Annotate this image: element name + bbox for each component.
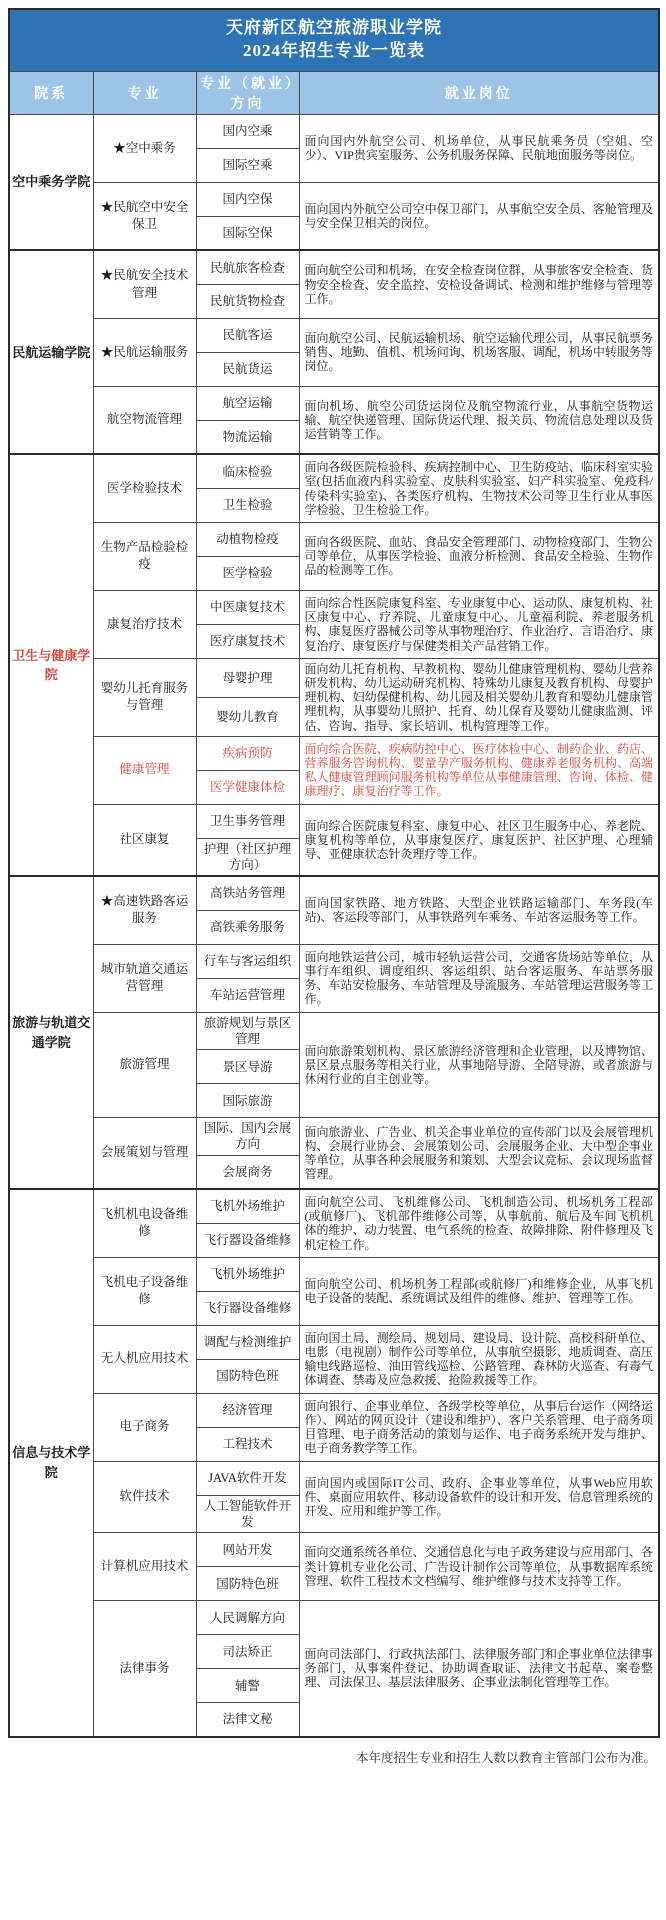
major-cell: 电子商务 xyxy=(93,1393,196,1461)
jobs-cell: 面向国内或国际IT公司、政府、企事业等单位，从事Web应用软件、桌面应用软件、移动设备软件的设计和开发、信息管理系统的开发、应用和维护等工作。 xyxy=(299,1461,659,1533)
enrollment-table xyxy=(8,8,660,1738)
major-cell: 康复治疗技术 xyxy=(93,590,196,658)
direction-cell: 民航货运 xyxy=(196,352,299,386)
jobs-cell: 面向各级医院、血站、食品安全管理部门、动物检疫部门、生物公司等单位，从事医学检验、血液分析检测、食品安全检验、生物作品的检测等工作。 xyxy=(299,522,659,590)
table-row xyxy=(9,658,659,697)
direction-cell: 飞行器设备维修 xyxy=(196,1291,299,1325)
direction-cell: 高铁乘务服务 xyxy=(196,910,299,944)
direction-cell: 国际、国内会展方向 xyxy=(196,1118,299,1156)
major-cell: 社区康复 xyxy=(93,804,196,876)
jobs-cell: 面向国家铁路、地方铁路、大型企业铁路运输部门、车务段(车站)、客运段等部门，从事铁路列车乘务、车站客运服务等工作。 xyxy=(299,876,659,944)
title-line-2: 2024年招生专业一览表 xyxy=(243,40,425,60)
major-cell: 生物产品检验检疫 xyxy=(93,522,196,590)
major-cell: ★空中乘务 xyxy=(93,114,196,182)
table-row xyxy=(9,804,659,838)
jobs-cell: 面向各级医院检验科、疾病控制中心、卫生防疫站、临床科室实验室(包括血液内科实验室、皮肤科实验室、妇产科实验室、免疫科/传染科实验室)、各类医疗机构、生物技术公司等卫生行业从事医学检验、卫生检验工作。 xyxy=(299,454,659,522)
table-row xyxy=(9,944,659,978)
jobs-cell: 面向航空公司和机场，在安全检查岗位群，从事旅客安全检查、货物安全检查、安全监控、安检设备调试、检测和维护维修与管理等工作。 xyxy=(299,250,659,318)
direction-cell: 调配与检测维护 xyxy=(196,1325,299,1359)
department-cell: 旅游与轨道交通学院 xyxy=(9,876,93,1189)
jobs-cell: 面向航空公司、民航运输机场、航空运输代理公司，从事民航票务销售、地勤、值机、机场问询、机场客服、调配，机场中转服务等岗位。 xyxy=(299,318,659,386)
jobs-cell: 面向司法部门、行政执法部门、法律服务部门和企事业单位法律事务部门，从事案件登记、协助调查取证、法律文书起草、案卷整理、司法保卫、基层法律服务、企事业法制化管理等工作。 xyxy=(299,1601,659,1737)
department-cell: 信息与技术学院 xyxy=(9,1189,93,1737)
direction-cell: 医疗康复技术 xyxy=(196,624,299,658)
direction-cell: 高铁站务管理 xyxy=(196,876,299,910)
table-row xyxy=(9,114,659,148)
jobs-cell: 面向旅游业、广告业、机关企事业单位的宣传部门以及会展管理机构、会展行业协会、会展策划公司、会展服务企业、大中型企事业等单位，从事各种会展服务和策划、大型会议竞标、会议现场监督管理。 xyxy=(299,1118,659,1190)
direction-cell: 飞机外场维护 xyxy=(196,1189,299,1223)
table-row xyxy=(9,386,659,420)
direction-cell: 国际空保 xyxy=(196,216,299,250)
direction-cell: 法律文秘 xyxy=(196,1703,299,1737)
jobs-cell: 面向交通系统各单位、交通信息化与电子政务建设与应用部门、各类计算机专业化公司、广告设计制作公司等单位，从事数据库系统管理、软件工程技术文档编写、维护维修与技术支持等工作。 xyxy=(299,1533,659,1601)
major-cell: ★民航空中安全保卫 xyxy=(93,182,196,250)
direction-cell: 辅警 xyxy=(196,1669,299,1703)
direction-cell: 经济管理 xyxy=(196,1393,299,1427)
jobs-cell: 面向机场、航空公司货运岗位及航空物流行业，从事航空货物运输、航空快递管理、国际货运代理、报关员、物流信息处理以及货运营销等工作。 xyxy=(299,386,659,454)
direction-cell: JAVA软件开发 xyxy=(196,1461,299,1495)
direction-cell: 国内空乘 xyxy=(196,114,299,148)
header-direction: 专业（就业）方向 xyxy=(196,71,299,114)
department-cell: 民航运输学院 xyxy=(9,250,93,454)
direction-cell: 会展商务 xyxy=(196,1155,299,1189)
direction-cell: 中医康复技术 xyxy=(196,590,299,624)
direction-cell: 行车与客运组织 xyxy=(196,944,299,978)
header-major: 专业 xyxy=(93,71,196,114)
department-cell: 空中乘务学院 xyxy=(9,114,93,250)
table-row xyxy=(9,250,659,284)
jobs-cell: 面向综合性医院康复科室、专业康复中心、运动队、康复机构、社区康复中心、疗养院、儿童康复中心、儿童福利院、养老服务机构、康复医疗器械公司等从事物理治疗、作业治疗、言语治疗、康复治疗、康复医疗与保健类相关产品营销工作。 xyxy=(299,590,659,658)
direction-cell: 人民调解方向 xyxy=(196,1601,299,1635)
major-cell: 城市轨道交通运营管理 xyxy=(93,944,196,1012)
major-cell: 医学检验技术 xyxy=(93,454,196,522)
table-row xyxy=(9,590,659,624)
direction-cell: 物流运输 xyxy=(196,420,299,454)
direction-cell: 动植物检疫 xyxy=(196,522,299,556)
major-cell: ★民航安全技术管理 xyxy=(93,250,196,318)
table-row xyxy=(9,1461,659,1495)
major-cell: 法律事务 xyxy=(93,1601,196,1737)
footer-note: 本年度招生专业和招生人数以教育主管部门公布为准。 xyxy=(355,1750,656,1765)
table-row xyxy=(9,1189,659,1223)
table-row xyxy=(9,1533,659,1567)
table-row xyxy=(9,1118,659,1156)
major-cell: 婴幼儿托育服务与管理 xyxy=(93,658,196,736)
direction-cell: 车站运营管理 xyxy=(196,978,299,1012)
header-row xyxy=(9,71,659,114)
major-cell: 健康管理 xyxy=(93,736,196,804)
direction-cell: 景区导游 xyxy=(196,1050,299,1084)
direction-cell: 工程技术 xyxy=(196,1427,299,1461)
direction-cell: 飞机外场维护 xyxy=(196,1257,299,1291)
major-cell: 软件技术 xyxy=(93,1461,196,1533)
direction-cell: 临床检验 xyxy=(196,454,299,488)
direction-cell: 疾病预防 xyxy=(196,736,299,770)
table-title xyxy=(9,9,659,71)
direction-cell: 卫生事务管理 xyxy=(196,804,299,838)
major-cell: 飞机电子设备维修 xyxy=(93,1257,196,1325)
jobs-cell: 面向国内外航空公司空中保卫部门，从事航空安全员、客舱管理及与安全保卫相关的岗位。 xyxy=(299,182,659,250)
table-row xyxy=(9,1601,659,1635)
table-row xyxy=(9,1012,659,1050)
direction-cell: 国防特色班 xyxy=(196,1567,299,1601)
direction-cell: 民航货物检查 xyxy=(196,284,299,318)
direction-cell: 旅游规划与景区管理 xyxy=(196,1012,299,1050)
direction-cell: 航空运输 xyxy=(196,386,299,420)
header-department: 院系 xyxy=(9,71,93,114)
major-cell: 会展策划与管理 xyxy=(93,1118,196,1190)
table-row xyxy=(9,1393,659,1427)
direction-cell: 医学检验 xyxy=(196,556,299,590)
table-row xyxy=(9,736,659,770)
direction-cell: 医学健康体检 xyxy=(196,770,299,804)
jobs-cell: 面向航空公司、机场机务工程部(或航修厂)和维修企业，从事飞机电子设备的装配、系统调试及组件的维修、维护、管理等工作。 xyxy=(299,1257,659,1325)
direction-cell: 卫生检验 xyxy=(196,488,299,522)
direction-cell: 人工智能软件开发 xyxy=(196,1495,299,1533)
major-cell: 计算机应用技术 xyxy=(93,1533,196,1601)
title-line-1: 天府新区航空旅游职业学院 xyxy=(226,18,442,37)
direction-cell: 国际空乘 xyxy=(196,148,299,182)
jobs-cell: 面向综合医院康复科室、康复中心、社区卫生服务中心、养老院、康复机构等单位，从事康复医疗、康复医护、社区护理、心理辅导、亚健康状态针灸理疗等工作。 xyxy=(299,804,659,876)
jobs-cell: 面向航空公司、飞机维修公司、飞机制造公司、机场机务工程部(或航修厂)、飞机部件维修公司等，从事航前、航后及车间飞机机体的维护、动力装置、电气系统的检查、故障排除、附件修理及飞机定检工作。 xyxy=(299,1189,659,1257)
major-cell: 旅游管理 xyxy=(93,1012,196,1118)
direction-cell: 国内空保 xyxy=(196,182,299,216)
direction-cell: 飞行器设备维修 xyxy=(196,1223,299,1257)
direction-cell: 司法矫正 xyxy=(196,1635,299,1669)
table-row xyxy=(9,182,659,216)
jobs-cell: 面向旅游策划机构、景区旅游经济管理和企业管理，以及博物馆、景区景点服务等相关行业，从事地陪导游、全陪导游，或者旅游与休闲行业的自主创业等。 xyxy=(299,1012,659,1118)
jobs-cell: 面向幼儿托育机构、早教机构、婴幼儿健康管理机构、婴幼儿营养研发机构、幼儿运动研究机构、特殊幼儿康复及教育机构、母婴护理机构、妇幼保健机构、幼儿园及相关婴幼儿教育和婴幼儿健康管理机构，从事婴幼儿照护、托育、幼儿保育及婴幼儿健康监测、评估、咨询、指导、家长培训、机构管理等工作。 xyxy=(299,658,659,736)
direction-cell: 网站开发 xyxy=(196,1533,299,1567)
table-row xyxy=(9,454,659,488)
jobs-cell: 面向银行、企事业单位、各级学校等单位，从事后台运作（网络运作）、网站的网页设计（建设和维护）、客户关系管理、电子商务项目管理、电子商务活动的策划与运作、电子商务系统开发与维护、电子商务教学等工作。 xyxy=(299,1393,659,1461)
table-row xyxy=(9,1257,659,1291)
direction-cell: 母婴护理 xyxy=(196,658,299,697)
table-row xyxy=(9,876,659,910)
department-cell: 卫生与健康学院 xyxy=(9,454,93,876)
direction-cell: 护理（社区护理方向） xyxy=(196,838,299,876)
table-row xyxy=(9,1325,659,1359)
direction-cell: 民航客运 xyxy=(196,318,299,352)
jobs-cell: 面向地铁运营公司，城市轻轨运营公司，交通客货场站等单位，从事行车组织、调度组织、客运组织、站台客运服务、车站票务服务、车站安检服务、车站管理及导流服务、车站管理运营服务等工作。 xyxy=(299,944,659,1012)
jobs-cell: 面向国土局、测绘局、规划局、建设局、设计院、高校科研单位、电影（电视剧）制作公司等单位，从事航空摄影、地质调查、高压输电线路巡检、油田管线巡检、公路管理、森林防火巡查、有毒气体调查、禁毒及应急救援、抢险救援等工作。 xyxy=(299,1325,659,1393)
major-cell: ★高速铁路客运服务 xyxy=(93,876,196,944)
direction-cell: 国防特色班 xyxy=(196,1359,299,1393)
jobs-cell: 面向综合医院、疾病防控中心、医疗体检中心、制药企业、药店、营养服务咨询机构、婴童孕产服务机构、健康养老服务机构、高端私人健康管理顾问服务机构等单位从事健康管理、咨询、体检、健康理疗、康复治疗等工作。 xyxy=(299,736,659,804)
direction-cell: 国际旅游 xyxy=(196,1084,299,1118)
table-row xyxy=(9,318,659,352)
header-jobs: 就业岗位 xyxy=(299,71,659,114)
major-cell: ★民航运输服务 xyxy=(93,318,196,386)
direction-cell: 民航旅客检查 xyxy=(196,250,299,284)
jobs-cell: 面向国内外航空公司、机场单位，从事民航乘务员（空姐、空少）、VIP贵宾室服务、公务机服务保障、民航地面服务等岗位。 xyxy=(299,114,659,182)
table-row xyxy=(9,522,659,556)
major-cell: 航空物流管理 xyxy=(93,386,196,454)
major-cell: 飞机机电设备维修 xyxy=(93,1189,196,1257)
direction-cell: 婴幼儿教育 xyxy=(196,697,299,736)
table-body xyxy=(9,114,659,1736)
major-cell: 无人机应用技术 xyxy=(93,1325,196,1393)
